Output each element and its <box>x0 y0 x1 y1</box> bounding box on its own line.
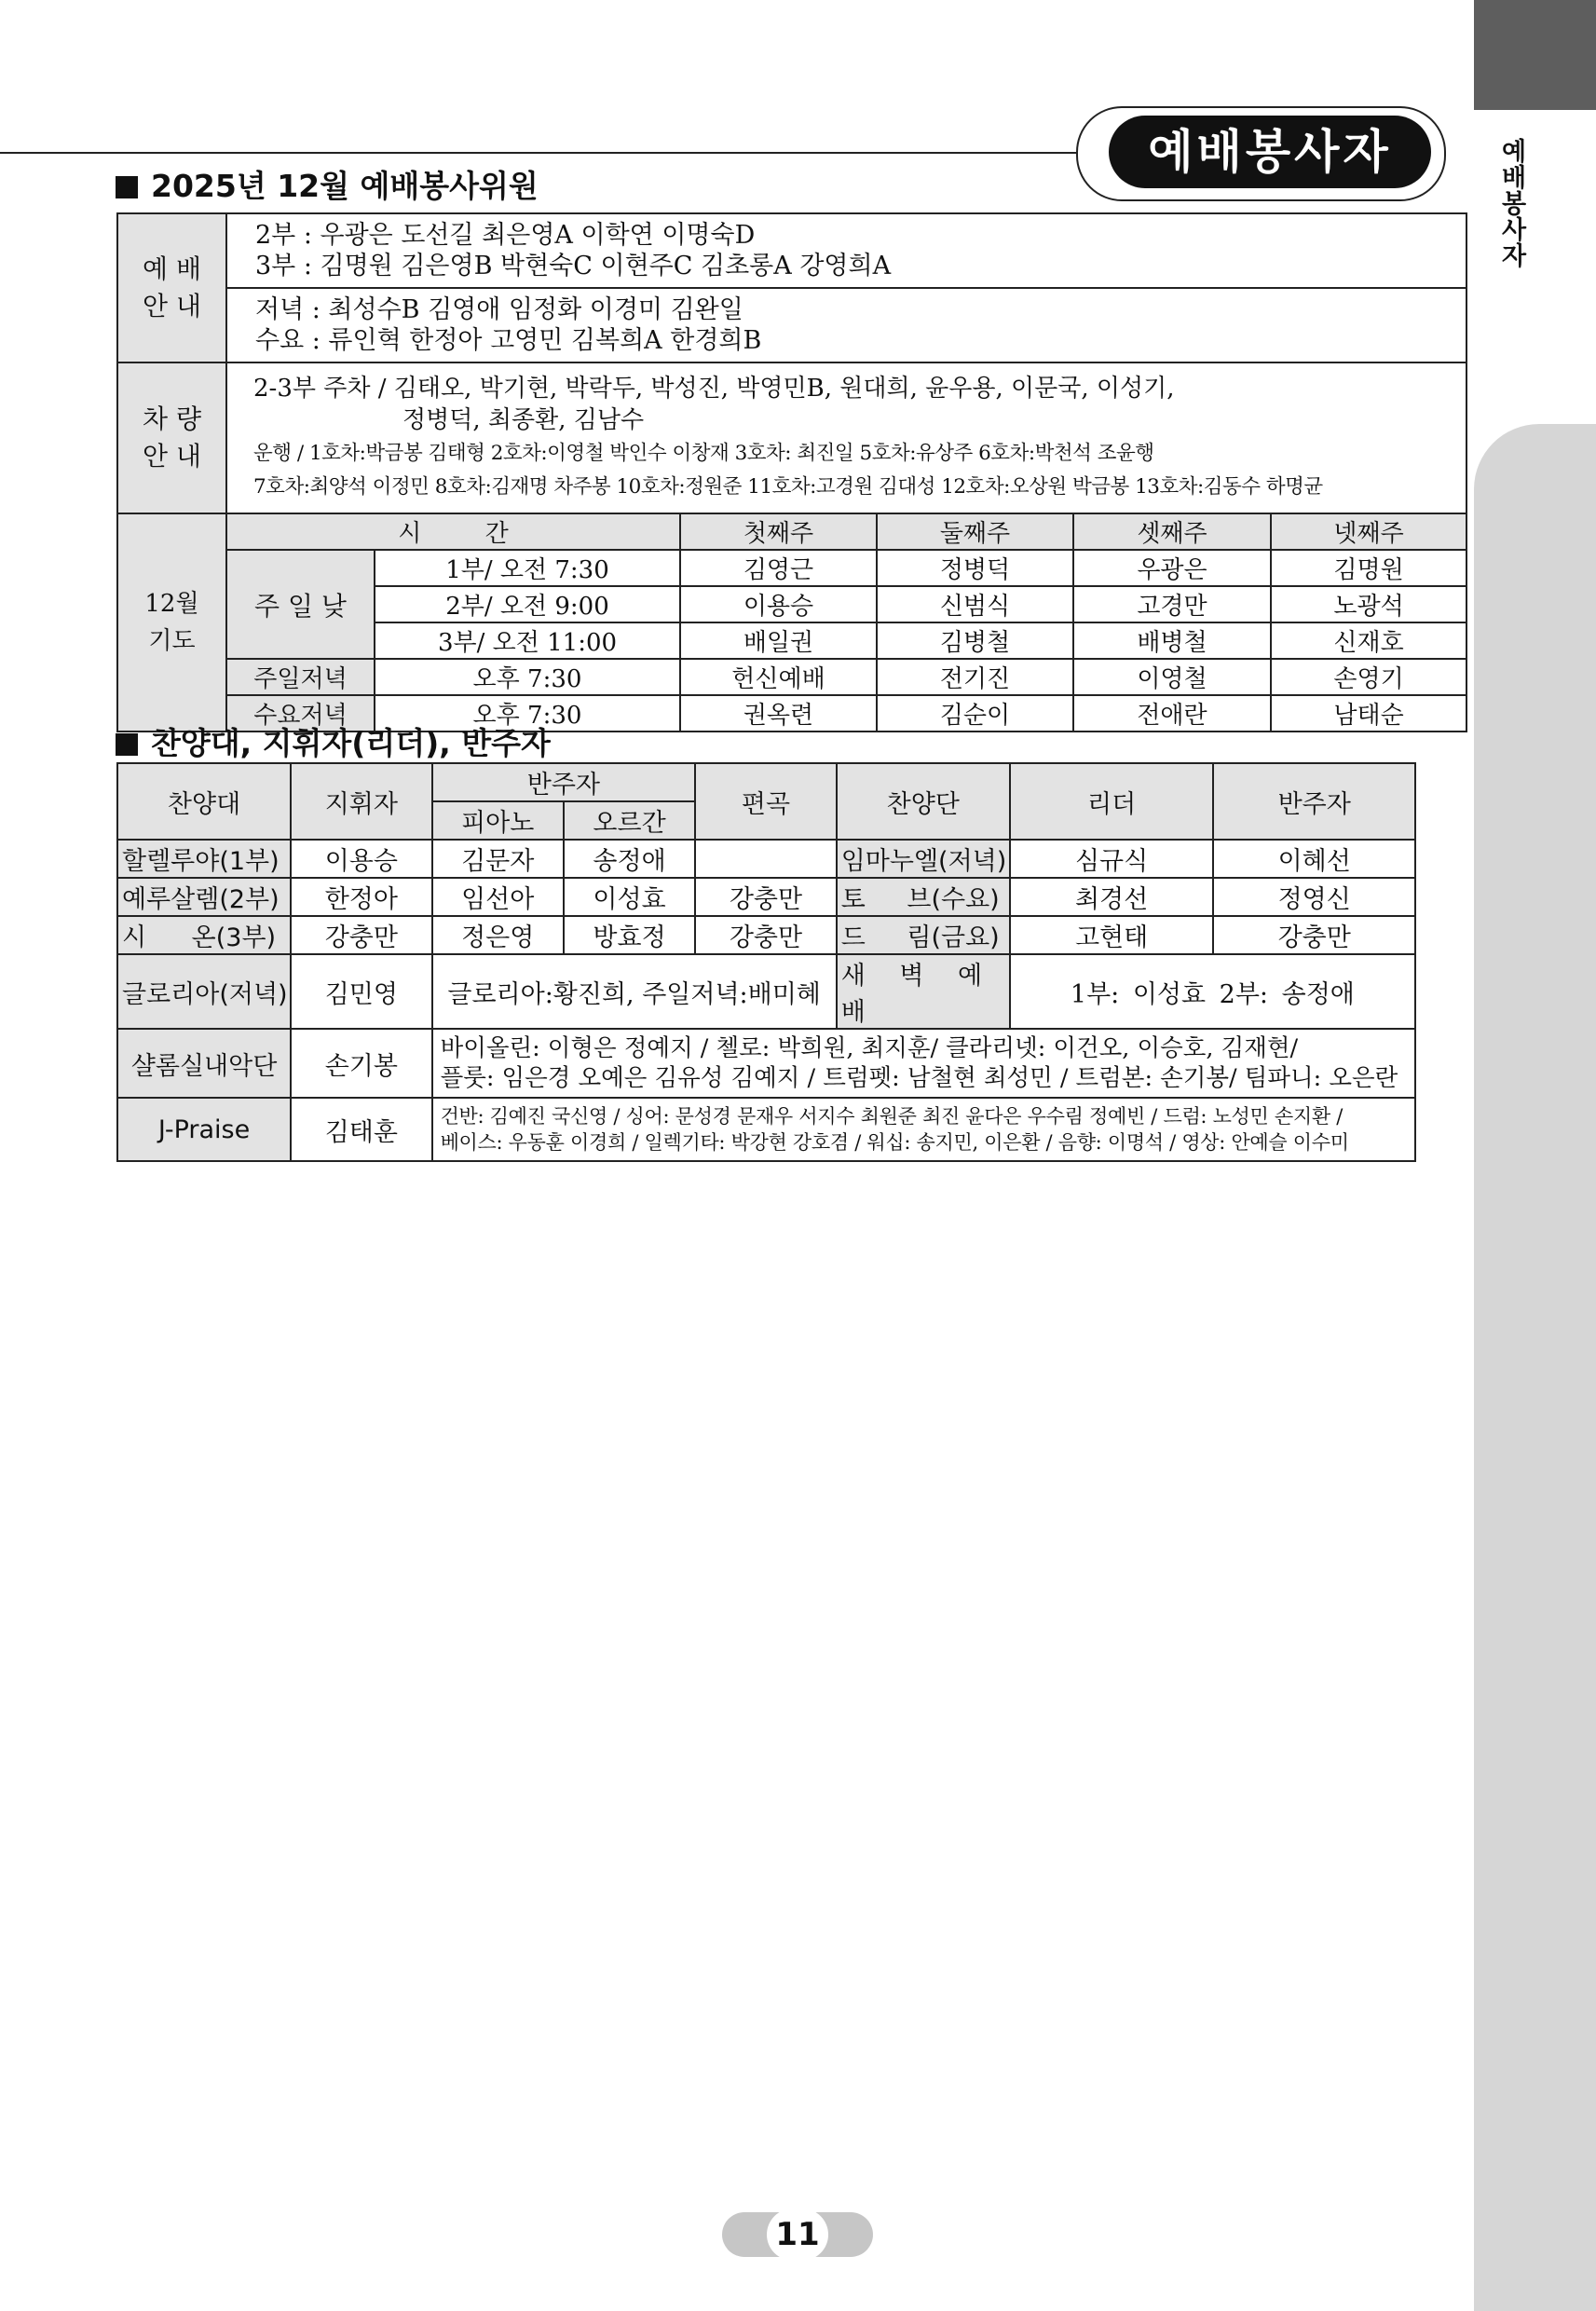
prayer-cell: 신재호 <box>1271 622 1466 659</box>
prayer-label <box>117 513 226 732</box>
choir-name: 시 온(3부) <box>117 916 291 954</box>
section-title-text: 찬양대, 지휘자(리더), 반주자 <box>151 725 551 761</box>
ensemble-members <box>432 1029 1415 1098</box>
prayer-cell: 정병덕 <box>877 550 1073 586</box>
prayer-cell: 전애란 <box>1073 695 1271 732</box>
page-number-pill <box>722 2212 873 2257</box>
ensemble-name-shalom: 샬롬실내악단 <box>117 1029 291 1098</box>
prayer-group-sunday-evening: 주일저녁 <box>226 659 375 695</box>
praise-team-name: 임마누엘(저녁) <box>837 840 1010 878</box>
jpraise-members-line: 베이스: 우동훈 이경희 / 일렉기타: 박강현 강호겸 / 워십: 송지민, 이은환 / 음향: 이명석 / 영상: 안예슬 이수미 <box>440 1131 1349 1154</box>
ensemble-members-line: 플룻: 임은경 오예은 김유성 김예지 / 트럼펫: 남철현 최성민 / 트럼본: 손기봉/ 팀파니: 오은란 <box>440 1064 1398 1092</box>
worship-guide-evening <box>226 288 1466 362</box>
piano-cell: 정은영 <box>432 916 564 954</box>
vehicle-guide-line: 2-3부 주차 / 김태오, 박기현, 박락두, 박성진, 박영민B, 원대희, 윤우용, 이문국, 이성기, <box>253 375 1175 403</box>
ensemble-conductor: 김태훈 <box>291 1098 432 1161</box>
team-accompanist-cell: 이혜선 <box>1213 840 1415 878</box>
team-accompanist-cell: 정영신 <box>1213 878 1415 916</box>
prayer-cell: 김영근 <box>680 550 877 586</box>
title-badge: 예배봉사자 <box>1109 116 1431 188</box>
vehicle-guide-label-text: 차 량 안 내 <box>143 403 201 472</box>
organ-cell: 송정애 <box>564 840 695 878</box>
vehicle-guide-line: 운행 / 1호차:박금봉 김태형 2호차:이영철 박인수 이창재 3호차: 최진일 5호차:유상주 6호차:박천석 조윤행 <box>253 442 1154 465</box>
dawn-service-label: 새 벽 예 배 <box>837 954 1010 1029</box>
choir-name: 예루살렘(2부) <box>117 878 291 916</box>
prayer-time: 3부/ 오전 11:00 <box>375 622 680 659</box>
leader-cell: 최경선 <box>1010 878 1214 916</box>
header-choir: 찬양대 <box>117 763 291 840</box>
prayer-cell: 전기진 <box>877 659 1073 695</box>
ensemble-members-line: 바이올린: 이형은 정예지 / 첼로: 박희원, 최지훈/ 클라리넷: 이건오, 이승호, 김재현/ <box>440 1034 1299 1062</box>
arrangement-cell: 강충만 <box>695 878 837 916</box>
praise-team-name: 토 브(수요) <box>837 878 1010 916</box>
prayer-cell: 이영철 <box>1073 659 1271 695</box>
prayer-cell: 김병철 <box>877 622 1073 659</box>
side-tab-gray <box>1474 424 1596 2311</box>
piano-cell: 임선아 <box>432 878 564 916</box>
jpraise-members-line: 건반: 김예진 국신영 / 싱어: 문성경 문재우 서지수 최원준 최진 윤다은 우수림 정예빈 / 드럼: 노성민 손지환 / <box>440 1105 1344 1128</box>
team-accompanist-cell: 강충만 <box>1213 916 1415 954</box>
prayer-cell: 권옥련 <box>680 695 877 732</box>
header-accompanist: 반주자 <box>432 763 696 801</box>
section-title-committee <box>116 162 539 206</box>
prayer-time: 오후 7:30 <box>375 659 680 695</box>
gloria-accompanist-cell: 글로리아:황진희, 주일저녁:배미혜 <box>432 954 837 1029</box>
page-number: 11 <box>767 2208 828 2261</box>
header-conductor: 지휘자 <box>291 763 432 840</box>
prayer-header-week4: 넷째주 <box>1271 513 1466 550</box>
square-bullet-icon <box>116 733 138 756</box>
choir-table <box>116 762 1416 1162</box>
prayer-time: 2부/ 오전 9:00 <box>375 586 680 622</box>
vehicle-guide-line: 정병덕, 최종환, 김남수 <box>402 406 645 434</box>
side-tab-dark-block <box>1474 0 1596 110</box>
prayer-header-week3: 셋째주 <box>1073 513 1271 550</box>
prayer-cell: 고경만 <box>1073 586 1271 622</box>
choir-name: 글로리아(저녁) <box>117 954 291 1029</box>
conductor-cell: 이용승 <box>291 840 432 878</box>
header-organ: 오르간 <box>564 801 695 840</box>
square-bullet-icon <box>116 176 138 198</box>
praise-team-name: 드 림(금요) <box>837 916 1010 954</box>
prayer-group-sunday-day: 주 일 낮 <box>226 550 375 659</box>
committee-table <box>116 212 1467 732</box>
worship-guide-services <box>226 213 1466 288</box>
conductor-cell: 강충만 <box>291 916 432 954</box>
section-title-choir <box>116 719 551 763</box>
prayer-header-week2: 둘째주 <box>877 513 1073 550</box>
prayer-cell: 남태순 <box>1271 695 1466 732</box>
prayer-header-time: 시 간 <box>226 513 680 550</box>
prayer-cell: 이용승 <box>680 586 877 622</box>
leader-cell: 고현태 <box>1010 916 1214 954</box>
piano-cell: 김문자 <box>432 840 564 878</box>
header-piano: 피아노 <box>432 801 564 840</box>
header-leader: 리더 <box>1010 763 1214 840</box>
prayer-time: 오후 7:30 <box>375 695 680 732</box>
section-title-text: 2025년 12월 예배봉사위원 <box>151 168 539 204</box>
conductor-cell: 김민영 <box>291 954 432 1029</box>
organ-cell: 방효정 <box>564 916 695 954</box>
header-rule <box>0 152 1081 154</box>
header-arrangement: 편곡 <box>695 763 837 840</box>
ensemble-name-jpraise: J-Praise <box>117 1098 291 1161</box>
header-praise-team: 찬양단 <box>837 763 1010 840</box>
header-team-accompanist: 반주자 <box>1213 763 1415 840</box>
worship-guide-line: 2부 : 우광은 도선길 최은영A 이학연 이명숙D <box>255 221 756 250</box>
dawn-service-accompanist: 1부: 이성효 2부: 송정애 <box>1010 954 1415 1029</box>
worship-guide-line: 3부 : 김명원 김은영B 박현숙C 이현주C 김초롱A 강영희A <box>255 252 892 280</box>
prayer-cell: 신범식 <box>877 586 1073 622</box>
vehicle-guide-line: 7호차:최양석 이정민 8호차:김재명 차주봉 10호차:정원준 11호차:고경원 김대성 12호차:오상원 박금봉 13호차:김동수 하명균 <box>253 475 1323 499</box>
choir-name: 할렐루야(1부) <box>117 840 291 878</box>
prayer-cell: 우광은 <box>1073 550 1271 586</box>
worship-guide-line: 저녁 : 최성수B 김영애 임정화 이경미 김완일 <box>255 295 743 324</box>
organ-cell: 이성효 <box>564 878 695 916</box>
vehicle-guide-content <box>226 362 1466 513</box>
prayer-cell: 배일권 <box>680 622 877 659</box>
prayer-cell: 김순이 <box>877 695 1073 732</box>
prayer-cell: 김명원 <box>1271 550 1466 586</box>
arrangement-cell: 강충만 <box>695 916 837 954</box>
conductor-cell: 한정아 <box>291 878 432 916</box>
prayer-cell: 손영기 <box>1271 659 1466 695</box>
jpraise-members <box>432 1098 1415 1161</box>
side-section-label: 예배봉사자 <box>1501 138 1527 271</box>
prayer-cell: 배병철 <box>1073 622 1271 659</box>
ensemble-conductor: 손기봉 <box>291 1029 432 1098</box>
prayer-header-week1: 첫째주 <box>680 513 877 550</box>
leader-cell: 심규식 <box>1010 840 1214 878</box>
prayer-group-wednesday-evening: 수요저녁 <box>226 695 375 732</box>
prayer-cell: 헌신예배 <box>680 659 877 695</box>
vehicle-guide-label <box>117 362 226 513</box>
worship-guide-label-text: 예 배 안 내 <box>143 253 201 321</box>
prayer-time: 1부/ 오전 7:30 <box>375 550 680 586</box>
worship-guide-line: 수요 : 류인혁 한정아 고영민 김복희A 한경희B <box>255 326 762 355</box>
prayer-cell: 노광석 <box>1271 586 1466 622</box>
prayer-label-text: 12월 기도 <box>144 590 199 655</box>
arrangement-cell <box>695 840 837 878</box>
worship-guide-label <box>117 213 226 362</box>
